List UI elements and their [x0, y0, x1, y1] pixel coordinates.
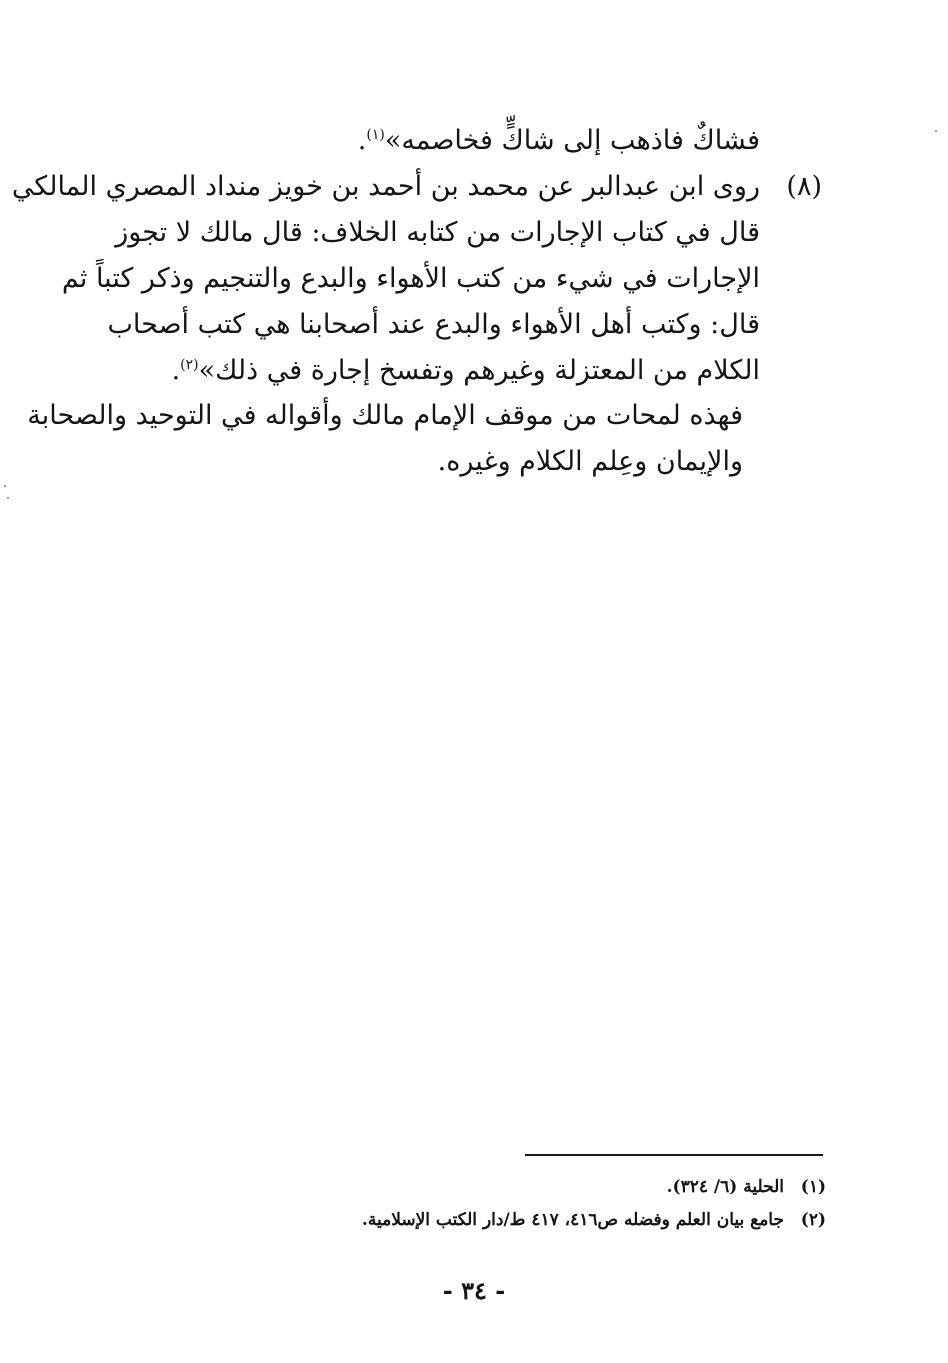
- page-number: - ٣٤ -: [442, 1276, 506, 1305]
- scan-speck: [4, 485, 6, 487]
- item-8-line-5: الكلام من المعتزلة وغيرهم وتفسخ إجارة في ذلك»$^{(٢)}$.: [171, 355, 760, 386]
- item-8-line-3: الإجارات في شيء من كتب الأهواء والبدع والتنجيم وذكر كتباً ثم: [61, 263, 760, 294]
- footnote-1: [667, 1174, 826, 1200]
- continuation-line: فشاكٌ فاذهب إلى شاكٍّ فخاصمه»$^{(١)}$.: [357, 125, 760, 156]
- item-8-paragraph: [11, 164, 760, 394]
- scan-speck: [935, 130, 937, 132]
- footnote-1-text: الحلية (٦/ ٣٢٤).: [666, 1177, 784, 1197]
- footnote-ref-2[interactable]: (٢): [180, 357, 199, 373]
- footnote-2-text: جامع بيان العلم وفضله ص٤١٦، ٤١٧ ط/دار الكتب الإسلامية.: [361, 1210, 784, 1230]
- footnote-1-number: (١): [800, 1177, 826, 1197]
- footnote-ref-1[interactable]: (١): [366, 127, 385, 143]
- item-8-line-1: روى ابن عبدالبر عن محمد بن أحمد بن خويز منداد المصري المالكي: [11, 171, 760, 202]
- item-8-line-2: قال في كتاب الإجارات من كتابه الخلاف: قال مالك لا تجوز: [115, 217, 760, 248]
- summary-line-2: والإيمان وعِلم الكلام وغيره.: [437, 446, 743, 477]
- footnote-2-number: (٢): [800, 1210, 826, 1230]
- footnote-separator: [525, 1154, 823, 1156]
- item-8-line-4: قال: وكتب أهل الأهواء والبدع عند أصحابنا هي كتب أصحاب: [107, 309, 760, 340]
- summary-paragraph: [27, 393, 743, 485]
- scan-speck: [7, 497, 9, 499]
- summary-line-1: فهذه لمحات من موقف الإمام مالك وأقواله في التوحيد والصحابة: [27, 400, 743, 431]
- footnote-2: [362, 1207, 826, 1233]
- continuation-paragraph: [120, 118, 760, 164]
- item-marker-8: (٨): [786, 171, 822, 202]
